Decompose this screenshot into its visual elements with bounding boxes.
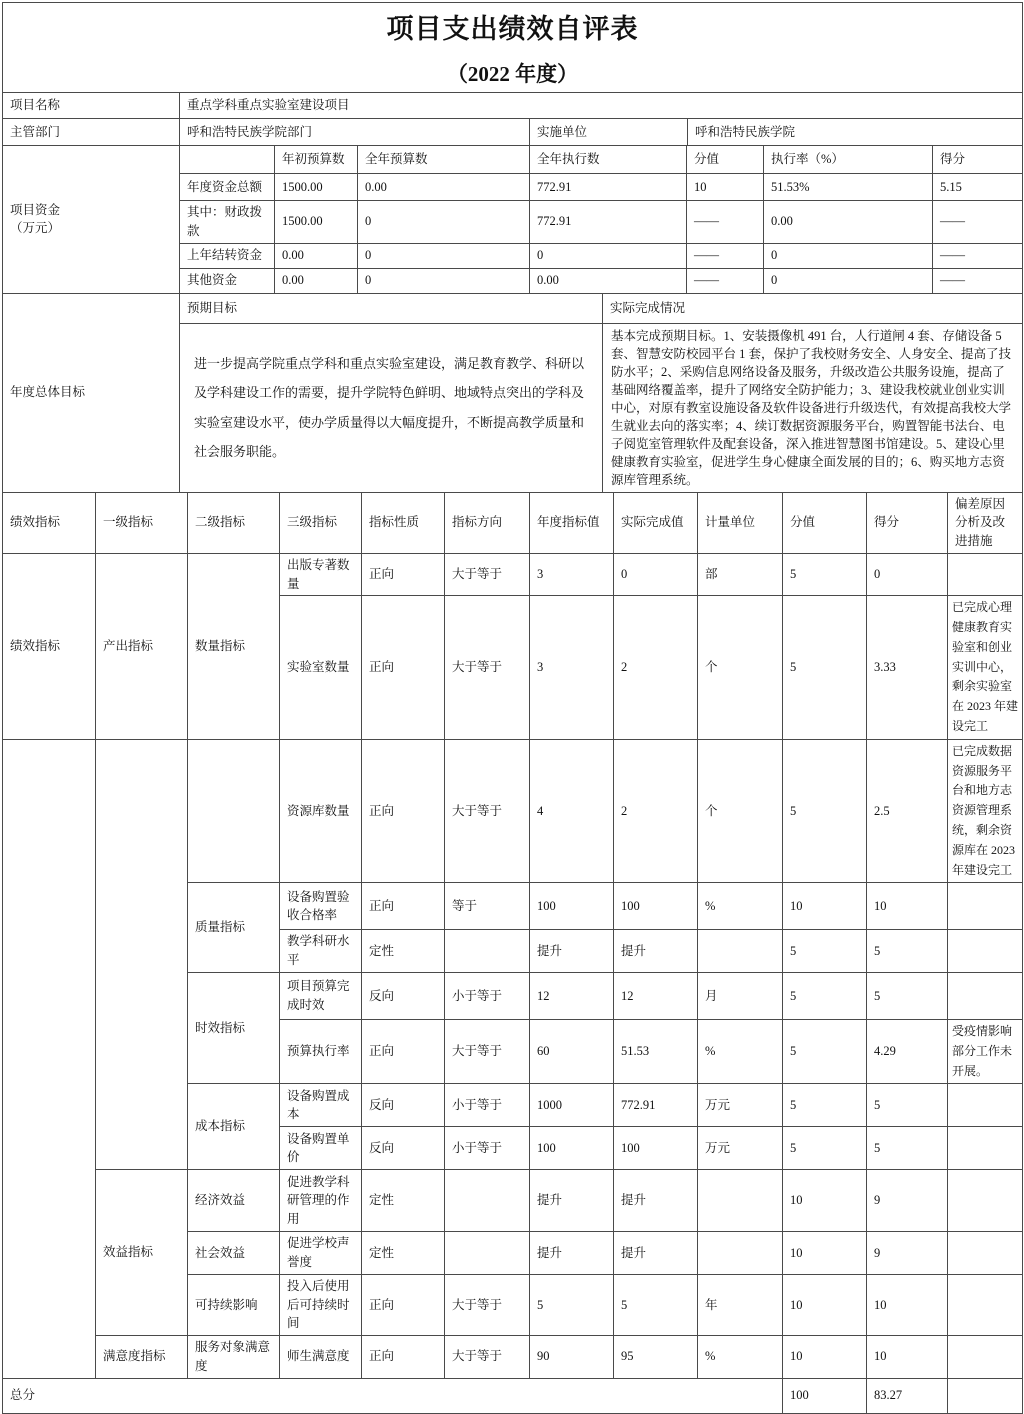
indicator-col-header: 计量单位 <box>698 492 783 553</box>
funding-row-header: 上年结转资金 <box>180 243 275 268</box>
indicator-actual: 100 <box>614 1127 698 1170</box>
total-score: 83.27 <box>867 1378 948 1413</box>
indicators-table-a <box>2 492 1023 740</box>
indicator-remark <box>948 1274 1023 1335</box>
funding-col-header: 得分 <box>933 146 1023 174</box>
indicator-remark: 已完成数据资源服务平台和地方志资源管理系统，剩余资源库在 2023 年建设完工 <box>948 739 1023 883</box>
indicator-unit: 个 <box>698 596 783 740</box>
indicator-target: 5 <box>530 1274 614 1335</box>
indicator-target: 1000 <box>530 1084 614 1127</box>
funding-col-header: 执行率（%） <box>764 146 933 174</box>
indicator-nature: 正向 <box>362 596 445 740</box>
indicator-col-header: 绩效指标 <box>3 492 96 553</box>
funding-col-header: 分值 <box>687 146 764 174</box>
funding-cell: 0.00 <box>530 268 687 293</box>
empty-level2-cell <box>188 739 280 883</box>
indicator-nature: 正向 <box>362 1019 445 1083</box>
funding-row-header: 其中：财政拨款 <box>180 201 275 244</box>
funding-cell: —— <box>687 243 764 268</box>
indicator-nature: 正向 <box>362 553 445 596</box>
indicator-target: 3 <box>530 553 614 596</box>
indicator-actual: 772.91 <box>614 1084 698 1127</box>
indicator-actual: 95 <box>614 1336 698 1379</box>
indicator-unit: 部 <box>698 553 783 596</box>
indicator-score: 5 <box>867 930 948 973</box>
indicator-remark: 已完成心理健康教育实验室和创业实训中心，剩余实验室在 2023 年建设完工 <box>948 596 1023 740</box>
indicator-name: 预算执行率 <box>280 1019 362 1083</box>
indicator-score: 5 <box>867 1084 948 1127</box>
indicator-target: 100 <box>530 1127 614 1170</box>
funding-col-header: 全年执行数 <box>530 146 687 174</box>
funding-cell: 5.15 <box>933 174 1023 201</box>
group-sustain-label: 可持续影响 <box>188 1274 280 1335</box>
indicator-points: 10 <box>783 1170 867 1232</box>
indicator-nature: 定性 <box>362 1232 445 1275</box>
indicator-score: 0 <box>867 553 948 596</box>
indicator-name: 设备购置成本 <box>280 1084 362 1127</box>
indicator-score: 9 <box>867 1232 948 1275</box>
indicator-remark <box>948 972 1023 1019</box>
indicator-direction: 大于等于 <box>445 1274 530 1335</box>
indicator-nature: 定性 <box>362 1170 445 1232</box>
indicator-unit: 万元 <box>698 1084 783 1127</box>
indicator-direction: 小于等于 <box>445 972 530 1019</box>
funding-cell: 772.91 <box>530 174 687 201</box>
funding-cell: —— <box>933 268 1023 293</box>
indicators-table-b <box>2 739 1023 1414</box>
funding-cell: 0.00 <box>358 174 530 201</box>
indicator-actual: 5 <box>614 1274 698 1335</box>
indicator-target: 60 <box>530 1019 614 1083</box>
indicator-col-header: 三级指标 <box>280 492 362 553</box>
group-quality-label: 质量指标 <box>188 883 280 973</box>
actual-completion-header: 实际完成情况 <box>603 293 1023 323</box>
indicator-remark <box>948 1127 1023 1170</box>
funding-row-header: 年度资金总额 <box>180 174 275 201</box>
expected-goal-header: 预期目标 <box>180 293 603 323</box>
total-points: 100 <box>783 1378 867 1413</box>
funding-cell: 0.00 <box>275 243 358 268</box>
indicator-points: 10 <box>783 883 867 930</box>
indicator-col-header: 分值 <box>783 492 867 553</box>
unit-value: 呼和浩特民族学院 <box>688 119 1023 146</box>
indicator-score: 10 <box>867 883 948 930</box>
indicator-remark <box>948 1232 1023 1275</box>
indicator-actual: 2 <box>614 596 698 740</box>
indicator-target: 12 <box>530 972 614 1019</box>
indicator-col-header: 年度指标值 <box>530 492 614 553</box>
indicator-col-header: 一级指标 <box>96 492 188 553</box>
indicator-points: 5 <box>783 1019 867 1083</box>
indicator-nature: 反向 <box>362 972 445 1019</box>
indicator-score: 5 <box>867 1127 948 1170</box>
funding-row-header: 其他资金 <box>180 268 275 293</box>
funding-subhead-empty <box>180 146 275 174</box>
indicator-points: 5 <box>783 596 867 740</box>
group-output-label: 产出指标 <box>96 553 188 739</box>
indicator-direction: 大于等于 <box>445 596 530 740</box>
group-satisfaction-label: 满意度指标 <box>96 1336 188 1379</box>
indicator-points: 5 <box>783 1127 867 1170</box>
indicator-direction: 大于等于 <box>445 553 530 596</box>
indicator-score: 3.33 <box>867 596 948 740</box>
indicator-nature: 定性 <box>362 930 445 973</box>
funding-cell: 10 <box>687 174 764 201</box>
indicator-score: 9 <box>867 1170 948 1232</box>
funding-cell: —— <box>933 243 1023 268</box>
indicator-nature: 正向 <box>362 1274 445 1335</box>
indicator-name: 设备购置验收合格率 <box>280 883 362 930</box>
indicator-remark <box>948 930 1023 973</box>
indicator-score: 5 <box>867 972 948 1019</box>
indicator-unit: % <box>698 1336 783 1379</box>
indicator-col-header: 实际完成值 <box>614 492 698 553</box>
indicator-remark <box>948 553 1023 596</box>
indicator-actual: 0 <box>614 553 698 596</box>
indicator-points: 5 <box>783 930 867 973</box>
indicator-remark <box>948 1170 1023 1232</box>
group-benefit-label: 效益指标 <box>96 1170 188 1336</box>
dept-label: 主管部门 <box>3 119 180 146</box>
funding-cell: 0 <box>764 243 933 268</box>
funding-cell: 772.91 <box>530 201 687 244</box>
expected-goal-text: 进一步提高学院重点学科和重点实验室建设，满足教育教学、科研以及学科建设工作的需要，提升学院特色鲜明、地域特点突出的学科及实验室建设水平，使办学质量得以大幅度提升，不断提高教学质量和社会服务职能。 <box>180 323 603 492</box>
header-table <box>2 2 1023 146</box>
indicator-score: 10 <box>867 1336 948 1379</box>
indicator-unit <box>698 1170 783 1232</box>
project-name-value: 重点学科重点实验室建设项目 <box>180 93 1023 119</box>
indicator-nature: 反向 <box>362 1084 445 1127</box>
indicator-unit: % <box>698 1019 783 1083</box>
indicator-remark <box>948 1336 1023 1379</box>
indicator-actual: 提升 <box>614 930 698 973</box>
funding-cell: 51.53% <box>764 174 933 201</box>
funding-cell: 1500.00 <box>275 174 358 201</box>
indicator-actual: 51.53 <box>614 1019 698 1083</box>
funding-col-header: 全年预算数 <box>358 146 530 174</box>
indicator-score: 4.29 <box>867 1019 948 1083</box>
indicator-actual: 提升 <box>614 1170 698 1232</box>
indicator-actual: 2 <box>614 739 698 883</box>
indicator-remark: 受疫情影响部分工作未开展。 <box>948 1019 1023 1083</box>
indicator-target: 提升 <box>530 930 614 973</box>
actual-completion-text: 基本完成预期目标。1、安装摄像机 491 台，人行道闸 4 套、存储设备 5 套、智慧安防校园平台 1 套，保护了我校财务安全、人身安全、提高了技防水平；2、采购信息网络设备及服务，升级改造公共服务设施，提高了基础网络覆盖率，提升了网络安全防护能力；3、建设我校就业创业实训中心，对原有教室设施设备及软件设备进行升级迭代，有效提高我校大学生就业去向的落实率；4、续订数据资源服务平台，购置智能书法台、电子阅览室管理软件及配套设备，深入推进智慧图书馆建设。5、建设心里健康教育实验室，促进学生身心健康全面发展的目的；6、购买地方志资源库管理系统。 <box>603 323 1023 492</box>
indicator-points: 10 <box>783 1336 867 1379</box>
indicator-remark <box>948 1084 1023 1127</box>
funding-cell: 0 <box>530 243 687 268</box>
indicator-unit: % <box>698 883 783 930</box>
indicator-score: 2.5 <box>867 739 948 883</box>
indicator-nature: 正向 <box>362 739 445 883</box>
indicator-name: 设备购置单价 <box>280 1127 362 1170</box>
indicator-col-header: 得分 <box>867 492 948 553</box>
indicator-direction <box>445 1232 530 1275</box>
indicator-unit: 个 <box>698 739 783 883</box>
indicator-points: 5 <box>783 972 867 1019</box>
indicator-direction: 小于等于 <box>445 1084 530 1127</box>
indicator-name: 促进教学科研管理的作用 <box>280 1170 362 1232</box>
indicator-target: 90 <box>530 1336 614 1379</box>
indicator-name: 出版专著数量 <box>280 553 362 596</box>
indicator-points: 5 <box>783 1084 867 1127</box>
indicator-col-header: 指标性质 <box>362 492 445 553</box>
indicator-remark <box>948 883 1023 930</box>
page-title: 项目支出绩效自评表 <box>386 14 639 44</box>
funding-cell: 0 <box>358 268 530 293</box>
indicator-direction: 大于等于 <box>445 1336 530 1379</box>
page-subtitle: （2022 年度） <box>446 61 579 86</box>
indicator-direction: 大于等于 <box>445 1019 530 1083</box>
funding-col-header: 年初预算数 <box>275 146 358 174</box>
indicator-actual: 100 <box>614 883 698 930</box>
goals-row-label: 年度总体目标 <box>3 293 180 492</box>
project-name-label: 项目名称 <box>3 93 180 119</box>
indicator-direction: 小于等于 <box>445 1127 530 1170</box>
indicator-direction <box>445 930 530 973</box>
indicator-target: 提升 <box>530 1232 614 1275</box>
indicator-unit: 月 <box>698 972 783 1019</box>
indicator-target: 4 <box>530 739 614 883</box>
indicator-name: 资源库数量 <box>280 739 362 883</box>
indicator-col-header: 偏差原因分析及改进措施 <box>948 492 1023 553</box>
indicator-name: 项目预算完成时效 <box>280 972 362 1019</box>
indicator-unit: 万元 <box>698 1127 783 1170</box>
indicator-actual: 提升 <box>614 1232 698 1275</box>
indicator-col-header: 二级指标 <box>188 492 280 553</box>
title-block <box>3 3 1023 93</box>
unit-label: 实施单位 <box>530 119 688 146</box>
indicator-target: 提升 <box>530 1170 614 1232</box>
funding-cell: 0 <box>358 201 530 244</box>
indicator-score: 10 <box>867 1274 948 1335</box>
indicator-points: 10 <box>783 1274 867 1335</box>
indicator-direction: 等于 <box>445 883 530 930</box>
indicator-name: 促进学校声誉度 <box>280 1232 362 1275</box>
group-cost-label: 成本指标 <box>188 1084 280 1170</box>
indicator-nature: 正向 <box>362 883 445 930</box>
total-remark-empty <box>948 1378 1023 1413</box>
indicator-unit <box>698 1232 783 1275</box>
group-satisfaction-sub-label: 服务对象满意度 <box>188 1336 280 1379</box>
indicator-direction: 大于等于 <box>445 739 530 883</box>
indicator-name: 教学科研水平 <box>280 930 362 973</box>
empty-perf-cell <box>3 739 96 1378</box>
funding-cell: —— <box>687 268 764 293</box>
funding-cell: 0 <box>764 268 933 293</box>
funding-cell: 0 <box>358 243 530 268</box>
indicator-points: 10 <box>783 1232 867 1275</box>
indicator-target: 100 <box>530 883 614 930</box>
funding-cell: 1500.00 <box>275 201 358 244</box>
funding-label-line1: 项目资金 <box>10 203 61 218</box>
goals-table <box>2 293 1023 493</box>
indicator-direction <box>445 1170 530 1232</box>
indicator-unit: 年 <box>698 1274 783 1335</box>
group-social-label: 社会效益 <box>188 1232 280 1275</box>
total-label: 总分 <box>3 1378 783 1413</box>
indicator-nature: 正向 <box>362 1336 445 1379</box>
dept-value: 呼和浩特民族学院部门 <box>180 119 530 146</box>
indicator-actual: 12 <box>614 972 698 1019</box>
group-quantity-label: 数量指标 <box>188 553 280 739</box>
indicator-name: 师生满意度 <box>280 1336 362 1379</box>
funding-cell: 0.00 <box>275 268 358 293</box>
indicator-col-header: 指标方向 <box>445 492 530 553</box>
indicator-name: 实验室数量 <box>280 596 362 740</box>
indicator-points: 5 <box>783 739 867 883</box>
empty-level1-cell <box>96 739 188 1169</box>
funding-cell: 0.00 <box>764 201 933 244</box>
indicator-target: 3 <box>530 596 614 740</box>
group-perf-label: 绩效指标 <box>3 553 96 739</box>
indicator-points: 5 <box>783 553 867 596</box>
indicator-name: 投入后使用后可持续时间 <box>280 1274 362 1335</box>
group-economic-label: 经济效益 <box>188 1170 280 1232</box>
funding-row-label <box>3 146 180 294</box>
group-time-label: 时效指标 <box>188 972 280 1083</box>
indicator-nature: 反向 <box>362 1127 445 1170</box>
funding-table <box>2 145 1023 294</box>
funding-label-line2: （万元） <box>10 221 61 236</box>
funding-cell: —— <box>933 201 1023 244</box>
funding-cell: —— <box>687 201 764 244</box>
indicator-unit <box>698 930 783 973</box>
